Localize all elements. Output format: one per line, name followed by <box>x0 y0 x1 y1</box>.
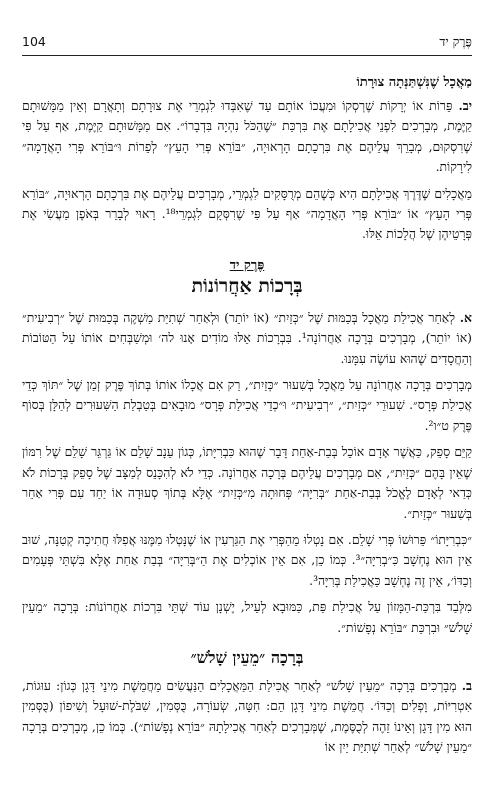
paragraph-text: פֵּרוֹת אוֹ יְרָקוֹת שֶׁרְסְקוֹ וּמִעֲכוֹ אוֹתָם עַד שֶׁאִבְּדוּ לִגְמְרֵי אֶת צוּרָתָם וְתָאֳרָם וְאֵין מַמָּשׁוּתָם קַיֶּמֶת, מְבָרְכִים לִפְנֵי אֲכִילָתָם אֶת בִּרְכַּת ״שֶׁהַכֹּל נִהְיָה בִּדְבָרוֹ״. אִם מַמָּשׁוּתָם קַיֶּמֶת, אַף עַל פִּי שֶׁרִסְקוּם, מְבָרֵךְ עֲלֵיהֶם אֶת בִּרְכָתָם הָרְאוּיָה, ״בּוֹרֵא פְּרִי הָעֵץ״ לְפֵרוֹת וּ״בּוֹרֵא פְּרִי הָאֲדָמָה״ לִירָקוֹת. <box>22 98 472 175</box>
paragraph-12 <box>22 96 472 178</box>
header-rule <box>22 55 472 56</box>
paragraph: מִלְּבַד בִּרְכַּת-הַמָּזוֹן עַל אֲכִילַת פַּת, כַּמּוּבָא לְעֵיל, יֶשְׁנָן עוֹד שְׁתֵּי בִּרְכוֹת אַחֲרוֹנוֹת: בְּרָכָה ״מֵעֵין שָׁלֹשׁ״ וּבִרְכַּת ״בּוֹרֵא נְפָשׁוֹת״. <box>22 599 472 635</box>
paragraph-label: ב. <box>461 677 472 693</box>
paragraph-text: מְבָרְכִים בְּרָכָה ״מֵעֵין שָׁלֹשׁ״ לְאַחַר אֲכִילַת הַמַּאֲכָלִים הַנַּעֲשִׂים מֵחֲמֵשֶׁת מִינֵי דָּגָן כְּגוֹן: עוּגוֹת, אִטְרִיּוֹת, וָפְלִים וְכַדּוֹ׳. חֲמֵשֶׁת מִינֵי דָּגָן הֵם: חִטָּה, שְׂעוֹרָה, כֻּסְּמִין, שִׁבֹּלֶת-שׁוּעָל וְשִׁיפוֹן (כֻּסְּמִין הוּא מִין דָּגָן וְאֵינוֹ זֵהֶה לְכֻסֶּמֶת, שֶׁמְּבָרְכִים לְאַחַר אֲכִילָתָהּ ״בּוֹרֵא נְפָשׁוֹת״). כְּמוֹ כֵן, מְבָרְכִים בְּרָכָה ״מֵעֵין שָׁלֹשׁ״ לְאַחַר שְׁתִיַּת יַיִן אוֹ <box>22 677 472 755</box>
paragraph-label: יב. <box>458 98 472 113</box>
paragraph: ״כִּבְרִיָּתוֹ״ פֵּרוּשׁוֹ פְּרִי שָׁלֵם. אִם נָטְלוּ מֵהַפְּרִי אֶת הַגַּרְעִין אוֹ שֶׁנָּטְלוּ מִמֶּנּוּ אֲפִלּוּ חֲתִיכָה קְטַנָּה, שׁוּב אֵין הוּא נֶחְשָׁב כִּ״בְרִיָּה״³. כְּמוֹ כֵן, אִם אֵין אוֹכְלִים אֶת הַ״בְּרִיָּה״ בְּבַת אַחַת אֶלָּא בִּשְׁתֵּי פְּעָמִים וְכַדּוֹ׳, אֵין זֶה נֶחְשָׁב כַּאֲכִילַת בְּרִיָּה³. <box>22 531 472 588</box>
paragraph-a <box>22 308 472 369</box>
paragraph: קַיֵּם סָפֵק, כַּאֲשֶׁר אָדָם אוֹכֵל בְּבַת-אַחַת דָּבָר שֶׁהוּא כִּבְרִיָּתוֹ, כְּגוֹן עֵנָב שָׁלֵם אוֹ גַּרְגֵּר שָׁלֵם שֶׁל רִמּוֹן שֶׁאֵין בָּהֶם ״כְּזַיִת״, אִם מְבָרְכִים עֲלֵיהֶם בְּרָכָה אַחֲרוֹנָה. כְּדֵי לֹא לְהִכָּנֵס לְמַצָּב שֶׁל סָפֵק בְּרָכוֹת לֹא כְּדַאי לְאָדָם לֶאֱכֹל בְּבַת-אַחַת ״בְּרִיָּה״ פְּחוּתָה מִ״כְּזַיִת״ אֶלָּא בְּתוֹךְ סְעוּדָה אוֹ יַחַד עִם פְּרִי אַחֵר בְּשִׁעוּר ״כְּזַיִת״. <box>22 444 472 521</box>
page-header <box>22 34 472 52</box>
document-page <box>22 0 472 800</box>
page-content <box>22 70 472 764</box>
paragraph: מַאֲכָלִים שֶׁדֶּרֶךְ אֲכִילָתָם הִיא כְּשֶׁהֵם מְרֻסָּקִים לִגְמְרֵי, מְבָרְכִים עֲלֵיהֶם אֶת בִּרְכָתָם הָרְאוּיָה, ״בּוֹרֵא פְּרִי הָעֵץ״ אוֹ ״בּוֹרֵא פְּרִי הָאֲדָמָה״ אַף עַל פִּי שֶׁרִסְּקָם לִגְמְרֵי¹⁸. רָאוּי לְבָרֵר בְּאֹפֶן מַעֲשִׂי אֶת פְּרָטֵיהֶן שֶׁל הֲלָכוֹת אֵלּוּ. <box>22 185 472 242</box>
section-heading: מַאֲכָל שֶׁנִּשְׁתַּנְּתָה צוּרָתוֹ <box>356 75 472 90</box>
section-title: בְּרָכָה ״מֵעֵין שָׁלֹשׁ״ <box>190 647 304 667</box>
chapter-title: בְּרָכוֹת אַחֲרוֹנוֹת <box>191 274 303 297</box>
paragraph-text: לְאַחַר אֲכִילַת מַאֲכָל בְּכַמּוּת שֶׁל ״כְּזַיִת״ (אוֹ יוֹתֵר) וּלְאַחַר שְׁתִיַּת מַשְׁקֶה בְּכַמּוּת שֶׁל ״רְבִיעִית״ (אוֹ יוֹתֵר), מְבָרְכִים בְּרָכָה אַחֲרוֹנָה¹. בִּבְרָכוֹת אֵלּוּ מוֹדִים אָנוּ לה׳ וּמְשַׁבְּחִים אוֹתוֹ עַל הַטּוֹבוֹת וְהַחֲסָדִים שֶׁהוּא עוֹשֶׂה עִמָּנוּ. <box>22 309 472 366</box>
paragraph: מְבָרְכִים בְּרָכָה אַחֲרוֹנָה עַל מַאֲכָל בְּשִׁעוּר ״כְּזַיִת״, רַק אִם אֲכָלוֹ אוֹתוֹ בְּתוֹךְ פֶּרֶק זְמַן שֶׁל ״תּוֹךְ כְּדֵי אֲכִילַת פְּרָס״. שִׁעוּרֵי ״כְּזַיִת״, ״רְבִיעִית״ וּ״כְדֵי אֲכִילַת פְּרָס״ מוּבָאִים בְּטַבְלַת הַשִּׁעוּרִים לְהַלָּן בְּסוֹף פֶּרֶק ט״ו². <box>22 377 472 433</box>
paragraph-label: א. <box>459 309 472 325</box>
paragraph-b <box>22 676 472 758</box>
chapter-label: פֶּרֶק יד <box>229 257 265 273</box>
running-title: פֶּרֶק יד <box>439 34 472 49</box>
page-number: 104 <box>22 34 46 49</box>
